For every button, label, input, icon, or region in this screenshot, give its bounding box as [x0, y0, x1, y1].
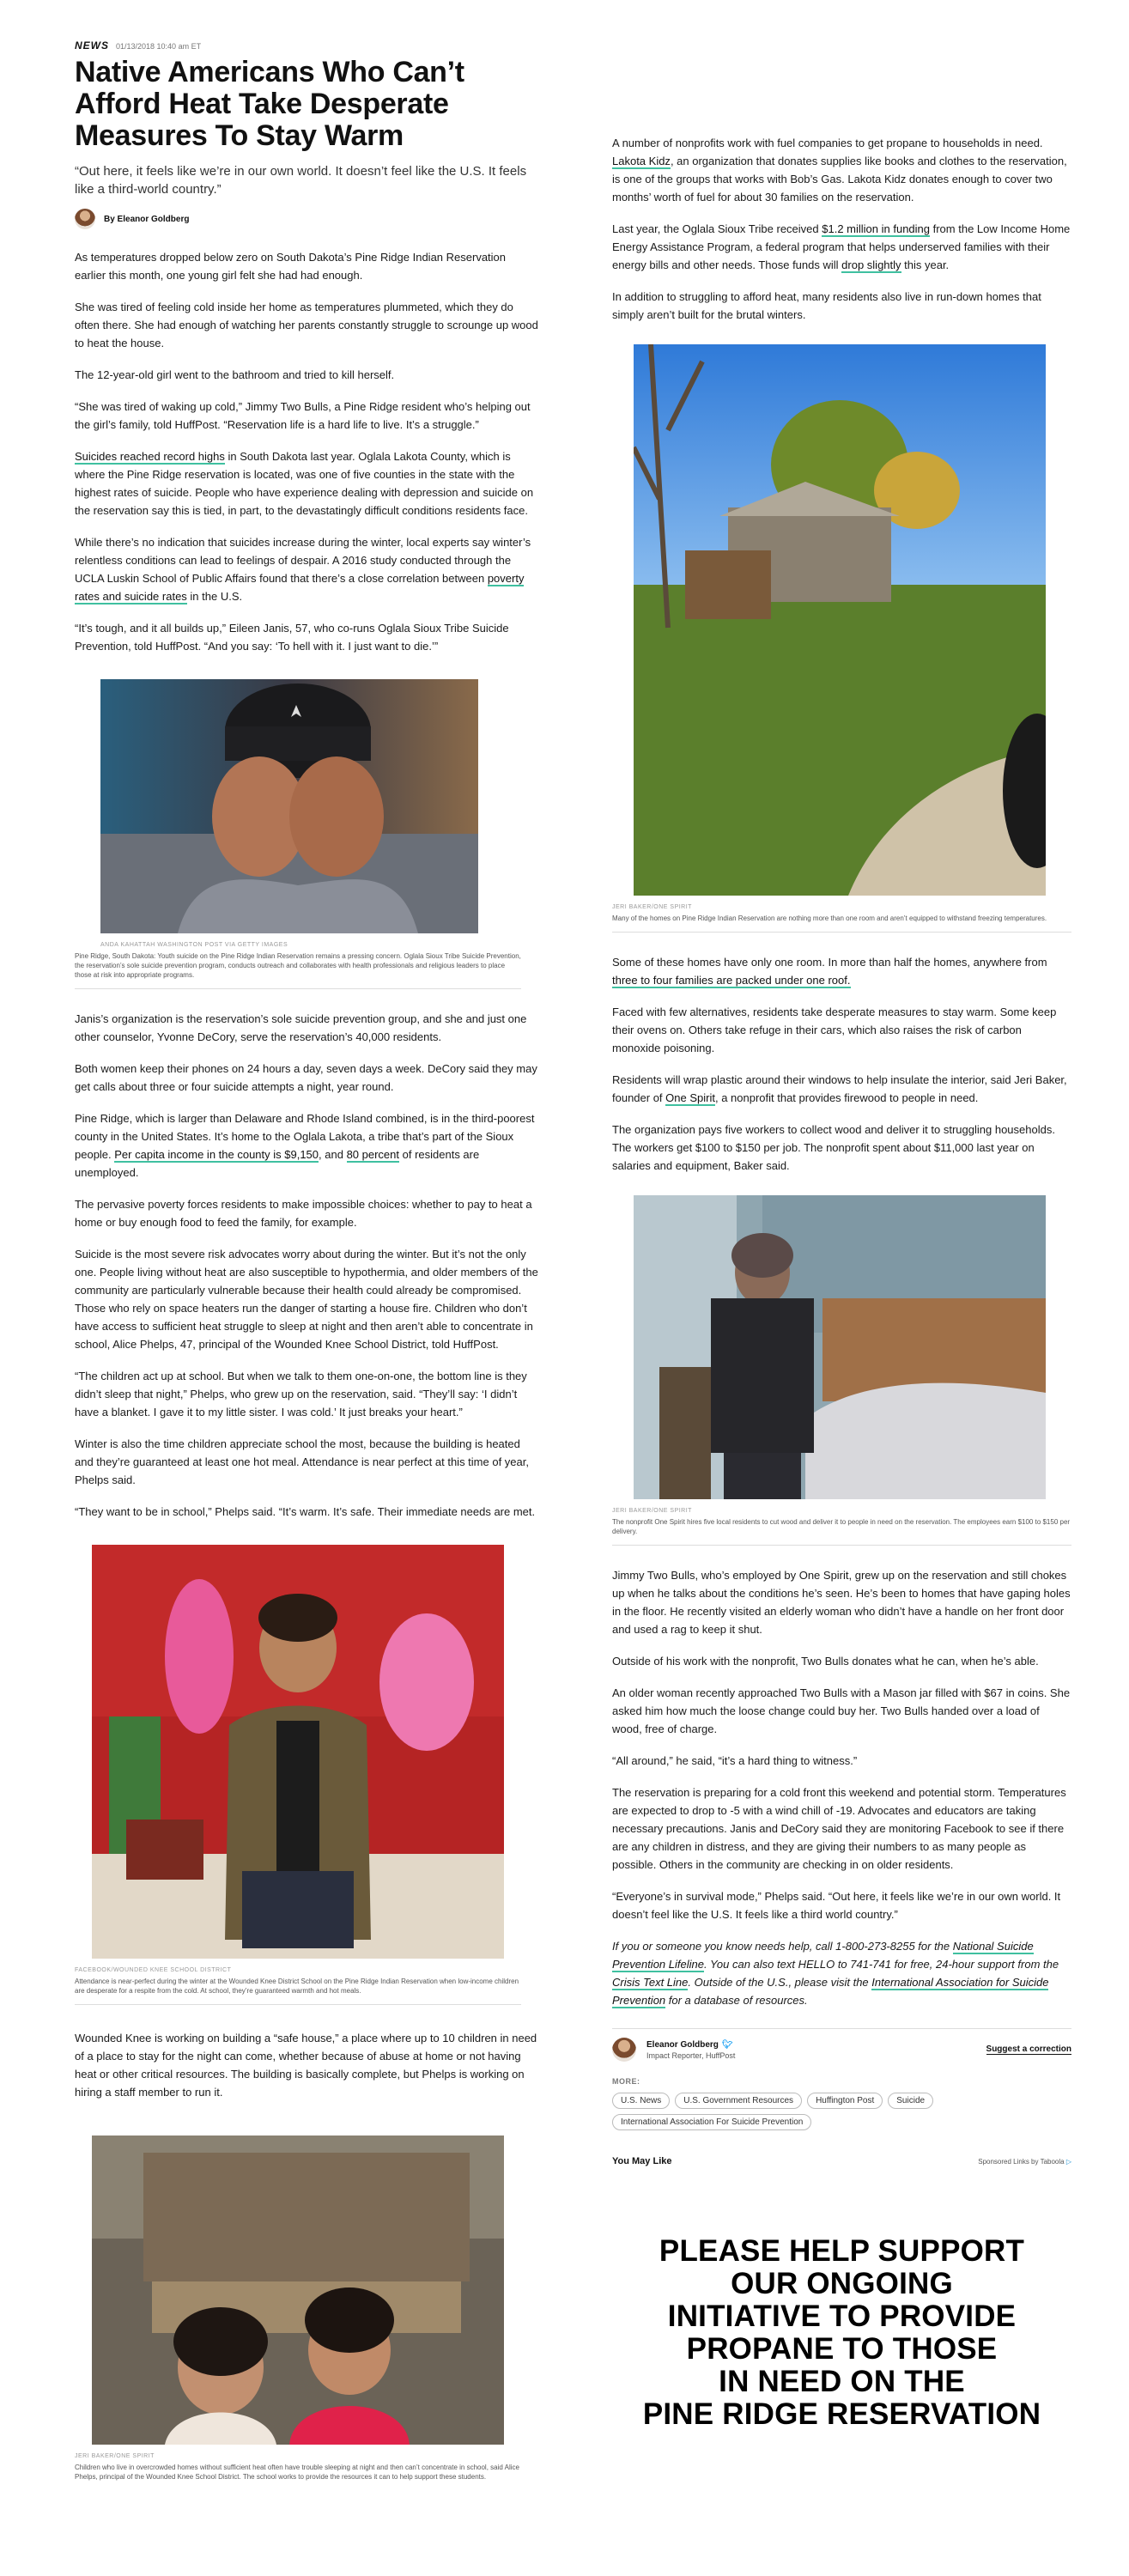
paragraph-text: While there’s no indication that suicides increase during the winter, local experts say winter’s relentless conditions can lead to feelings of despair. A 2016 study conducted through the UCLA Luskin School of Public Affairs found that there’s a close correlation between: [75, 536, 531, 585]
figure-boy-at-school: [75, 1545, 521, 2005]
link-lakota-kidz[interactable]: Lakota Kidz: [612, 155, 671, 167]
paragraph: “All around,” he said, “it’s a hard thing to witness.”: [612, 1754, 858, 1767]
paragraph: [612, 134, 1071, 206]
sponsored-links[interactable]: [978, 2158, 1071, 2166]
figure-two-girls: [75, 2136, 521, 2482]
paragraph-text: Residents will wrap plastic around their windows to help insulate the interior, said Jeri Baker, founder of: [612, 1073, 1067, 1104]
link-iasp[interactable]: International Association for Suicide Prevention: [612, 1976, 1049, 2007]
dateline: 01/13/2018 10:40 am ET: [116, 42, 202, 51]
right-column: [612, 134, 1071, 2431]
paragraph-text: . Outside of the U.S., please visit the: [688, 1976, 872, 1989]
help-resources: [612, 1937, 1071, 2009]
photo-woodcutter-art: [634, 1195, 1046, 1499]
paragraph: As temperatures dropped below zero on South Dakota’s Pine Ridge Indian Reservation earlier this month, one young girl felt she had had enough.: [75, 251, 507, 282]
headline: Native Americans Who Can’t Afford Heat Take Desperate Measures To Stay Warm: [75, 56, 464, 152]
promo-line: PLEASE HELP SUPPORT: [659, 2234, 1025, 2268]
paragraph: “The children act up at school. But when we talk to them one-on-one, the bottom line is they didn’t sleep that night,” Phelps, who grew up on the reservation, said. “They’ll say: ‘I didn’t have a blanket. I gave it to my little sister. I was cold.’ It just breaks your heart.”: [75, 1370, 527, 1419]
tag[interactable]: Suicide: [888, 2093, 933, 2109]
photo-credit: JERI BAKER/ONE SPIRIT: [75, 2453, 155, 2459]
author-name[interactable]: Eleanor Goldberg: [646, 2039, 719, 2050]
photo-caption: The nonprofit One Spirit hires five local residents to cut wood and deliver it to people in need on the reservation. The employees earn $100 to $150 per delivery.: [612, 1518, 1071, 1535]
photo-woodcutter[interactable]: [634, 1195, 1046, 1499]
link-poverty-suicide-rates[interactable]: poverty rates and suicide rates: [75, 572, 525, 603]
photo-credit: JERI BAKER/ONE SPIRIT: [612, 904, 692, 910]
paragraph: She was tired of feeling cold inside her home as temperatures plummeted, which they do often there. She had enough of watching her parents constantly struggle to scrounge up wood to heat the house.: [75, 301, 538, 349]
paragraph: [75, 447, 538, 519]
paragraph: Outside of his work with the nonprofit, Two Bulls donates what he can, when he’s able.: [612, 1655, 1039, 1668]
paragraph: In addition to struggling to afford heat, many residents also live in run-down homes that simply aren’t built for the brutal winters.: [612, 290, 1041, 321]
photo-man-covering-face-art: [100, 679, 478, 933]
divider: [75, 2004, 521, 2005]
photo-run-down-home-art: [634, 344, 1046, 896]
paragraph-text: , a nonprofit that provides firewood to people in need.: [714, 1091, 979, 1104]
photo-man-covering-face[interactable]: [100, 679, 478, 933]
section-kicker[interactable]: NEWS: [75, 39, 109, 52]
promo-line: OUR ONGOING: [731, 2267, 953, 2300]
paragraph: [75, 1109, 538, 1182]
byline[interactable]: By Eleanor Goldberg: [104, 214, 190, 224]
paragraph: Jimmy Two Bulls, who’s employed by One Spirit, grew up on the reservation and still chokes up when he talks about the conditions he’s seen. He’s been to homes that have gaping holes in the floor. He recently visited an elderly woman who didn’t have a handle on her front door and used a rag to keep it shut.: [612, 1569, 1071, 1636]
photo-two-girls[interactable]: [92, 2136, 504, 2445]
divider: [75, 988, 521, 989]
photo-credit: ANDA KAHATTAH WASHINGTON POST VIA GETTY IMAGES: [100, 942, 288, 948]
paragraph: [75, 533, 538, 605]
suggest-correction-link[interactable]: Suggest a correction: [986, 2044, 1071, 2054]
photo-caption: Children who live in overcrowded homes without sufficient heat often have trouble sleeping at night and then can’t concentrate in school, said Alice Phelps, principal of the Wounded Knee School District. The school works to provide the resources it can to help support these students.: [75, 2464, 519, 2481]
photo-credit: FACEBOOK/WOUNDED KNEE SCHOOL DISTRICT: [75, 1967, 232, 1973]
figure-woodcutter: [612, 1195, 1071, 1546]
author-info: [646, 2040, 735, 2060]
photo-boy-at-school-art: [92, 1545, 504, 1959]
figure-run-down-home: [612, 344, 1071, 933]
paragraph: The organization pays five workers to collect wood and deliver it to struggling households. The workers get $100 to $150 per job. The nonprofit spent about $11,000 last year on salaries and equipment, Baker said.: [612, 1123, 1055, 1172]
paragraph-text: from the Low Income Home Energy Assistance Program, a federal program that helps underserved families with their energy bills and other needs. Those funds will: [612, 222, 1071, 271]
link-families-packed[interactable]: three to four families are packed under one roof.: [612, 974, 851, 987]
paragraph: An older woman recently approached Two Bulls with a Mason jar filled with $67 in coins. She asked him how much the loose change could buy her. Two Bulls handed over a load of wood, free of charge.: [612, 1686, 1071, 1735]
you-may-like-header: [612, 2156, 1071, 2166]
paragraph: “Everyone’s in survival mode,” Phelps said. “Out here, it feels like we’re in our own world. It doesn’t feel like the U.S. It feels like a third world country.”: [612, 1890, 1061, 1921]
link-suicides-record-highs[interactable]: Suicides reached record highs: [75, 450, 225, 463]
paragraph: Both women keep their phones on 24 hours a day, seven days a week. DeCory said they may get calls about three or four suicide attempts a night, year round.: [75, 1062, 537, 1093]
paragraph: Wounded Knee is working on building a “safe house,” a place where up to 10 children in need of a place to stay for the night can come, whether because of abuse at home or not having heat or other critical resources. The building is basically complete, but Phelps is working on hiring a staff member to run it.: [75, 2032, 537, 2099]
photo-caption: Many of the homes on Pine Ridge Indian Reservation are nothing more than one room and aren’t equipped to withstand freezing temperatures.: [612, 914, 1047, 922]
photo-credit: JERI BAKER/ONE SPIRIT: [612, 1508, 692, 1514]
photo-caption: Pine Ridge, South Dakota: Youth suicide on the Pine Ridge Indian Reservation remains a pressing concern. Oglala Sioux Tribe Suicide Prevention, the reservation’s sole suicide prevention program, conducts outreach and collaborates with health professionals and religious leaders to place those at risk into appropriate programs.: [75, 952, 521, 979]
paragraph: “They want to be in school,” Phelps said. “It’s warm. It’s safe. Their immediate needs are met.: [75, 1505, 536, 1518]
article-header-line: [75, 39, 538, 52]
tag[interactable]: U.S. Government Resources: [675, 2093, 802, 2109]
paragraph-text: , an organization that donates supplies like books and clothes to the reservation, is one of the groups that works with Bob’s Gas. Lakota Kidz donates enough to cover two months’ worth of fuel for about 30 families on the reservation.: [612, 155, 1067, 204]
divider: [612, 1545, 1071, 1546]
link-per-capita-income[interactable]: Per capita income in the county is $9,150: [114, 1148, 319, 1161]
photo-run-down-home[interactable]: [634, 344, 1046, 896]
divider: [612, 932, 1071, 933]
photo-boy-at-school[interactable]: [92, 1545, 504, 1959]
subheadline: “Out here, it feels like we’re in our own world. It doesn’t feel like the U.S. It feels like a third-world country.”: [75, 164, 527, 197]
link-drop-slightly[interactable]: drop slightly: [841, 258, 901, 271]
paragraph-text: Last year, the Oglala Sioux Tribe received: [612, 222, 822, 235]
figure-man-covering-face: [75, 679, 521, 989]
paragraph: [612, 1071, 1071, 1107]
promo-line: IN NEED ON THE: [719, 2365, 965, 2398]
author-avatar[interactable]: [75, 209, 95, 229]
paragraph-text: If you or someone you know needs help, call 1-800-273-8255 for the: [612, 1940, 953, 1953]
paragraph-text: A number of nonprofits work with fuel companies to get propane to households in need.: [612, 137, 1043, 149]
paragraph: The reservation is preparing for a cold front this weekend and potential storm. Temperatures are expected to drop to -5 with a wind chill of -19. Advocates and educators are taking necessary precautions. Janis and DeCory said they are monitoring Facebook to see if there are any children in distress, and they are giving their numbers to as many people as possible. Others in the community are checking in on older residents.: [612, 1786, 1066, 1871]
paragraph: The pervasive poverty forces residents to make impossible choices: whether to pay to heat a home or buy enough food to feed the family, for example.: [75, 1198, 532, 1229]
byline-row: [75, 209, 538, 229]
link-80-percent[interactable]: 80 percent: [346, 1148, 399, 1161]
promo-banner[interactable]: [612, 2235, 1071, 2431]
paragraph-text: , and: [319, 1148, 347, 1161]
paragraph: The 12-year-old girl went to the bathroom and tried to kill herself.: [75, 368, 395, 381]
link-suicide-prevention-lifeline[interactable]: National Suicide Prevention Lifeline: [612, 1940, 1034, 1971]
paragraph-text: this year.: [901, 258, 950, 271]
left-column: [75, 39, 538, 2482]
link-one-spirit[interactable]: One Spirit: [665, 1091, 715, 1104]
author-name-row: [646, 2040, 735, 2050]
paragraph: Winter is also the time children appreciate school the most, because the building is heated and they’re guaranteed at least one hot meal. Attendance is near perfect at this time of year, Phelps said.: [75, 1437, 529, 1486]
paragraph-text: Pine Ridge, which is larger than Delaware and Rhode Island combined, is in the third-poorest county in the United States. It’s home to the Oglala Lakota, a tribe that’s part of the Sioux people.: [75, 1112, 535, 1161]
paragraph-text: of residents are unemployed.: [75, 1148, 480, 1179]
link-funding[interactable]: $1.2 million in funding: [822, 222, 930, 235]
paragraph: “It’s tough, and it all builds up,” Eileen Janis, 57, who co-runs Oglala Sioux Tribe Suicide Prevention, told HuffPost. “And you say: ‘To hell with it. I just want to die.’”: [75, 622, 509, 653]
tag[interactable]: U.S. News: [612, 2093, 670, 2109]
paragraph: Janis’s organization is the reservation’s sole suicide prevention group, and she and just one other counselor, Yvonne DeCory, serve the reservation’s 40,000 residents.: [75, 1012, 527, 1043]
photo-caption: Attendance is near-perfect during the winter at the Wounded Knee District School on the Pine Ridge Indian Reservation when low-income children are desperate for a respite from the cold. At school, they’re guaranteed warmth and hot meals.: [75, 1978, 519, 1995]
paragraph: Faced with few alternatives, residents take desperate measures to stay warm. Some keep their ovens on. Others take refuge in their cars, which also raises the risk of carbon monoxide poisoning.: [612, 1005, 1057, 1054]
paragraph-text: Some of these homes have only one room. In more than half the homes, anywhere from: [612, 956, 1047, 969]
paragraph-text: . You can also text HELLO to 741-741 for free, 24-hour support from the: [703, 1958, 1059, 1971]
taboola-icon: ▷: [1065, 2157, 1071, 2166]
paragraph: Suicide is the most severe risk advocates worry about during the winter. But it’s not the only one. People living without heat are also susceptible to hypothermia, and older members of the community are particularly vulnerable because their health could already be compromised. Those who rely on space heaters run the danger of starting a house fire. Children who don’t have access to sufficient heat struggle to sleep at night and then aren’t able to concentrate in school, Alice Phelps, 47, principal of the Wounded Knee School District, told HuffPost.: [75, 1248, 538, 1351]
twitter-icon[interactable]: 🐦︎: [721, 2039, 733, 2050]
promo-line: INITIATIVE TO PROVIDE: [667, 2300, 1017, 2333]
paragraph-text: in the U.S.: [186, 590, 243, 603]
author-role: Impact Reporter, HuffPost: [646, 2050, 736, 2060]
more-label: MORE:: [612, 2077, 640, 2086]
photo-two-girls-art: [92, 2136, 504, 2445]
paragraph: “She was tired of waking up cold,” Jimmy Two Bulls, a Pine Ridge resident who’s helping out the girl’s family, told HuffPost. “Reservation life is a hard life to live. It’s a struggle.”: [75, 400, 531, 431]
tag[interactable]: International Association For Suicide Prevention: [612, 2114, 811, 2130]
paragraph: [612, 220, 1071, 274]
promo-line: PINE RIDGE RESERVATION: [642, 2397, 1041, 2431]
promo-line: PROPANE TO THOSE: [686, 2332, 998, 2366]
you-may-like-title: You May Like: [612, 2156, 672, 2166]
author-avatar[interactable]: [612, 2038, 636, 2062]
sponsored-label[interactable]: Sponsored Links by Taboola: [978, 2157, 1065, 2166]
paragraph: [612, 953, 1071, 989]
paragraph-text: in South Dakota last year. Oglala Lakota County, which is where the Pine Ridge reservation is located, was one of five counties in the state with the highest rates of suicide. People who have experience dealing with depression and suicide on the reservation say this is tied, in part, to the devastatingly difficult conditions residents face.: [75, 450, 534, 517]
link-crisis-text-line[interactable]: Crisis Text Line: [612, 1976, 689, 1989]
tag-list: [612, 2093, 1071, 2130]
paragraph-text: for a database of resources.: [665, 1994, 808, 2007]
author-box: [612, 2028, 1071, 2062]
tag[interactable]: Huffington Post: [807, 2093, 883, 2109]
